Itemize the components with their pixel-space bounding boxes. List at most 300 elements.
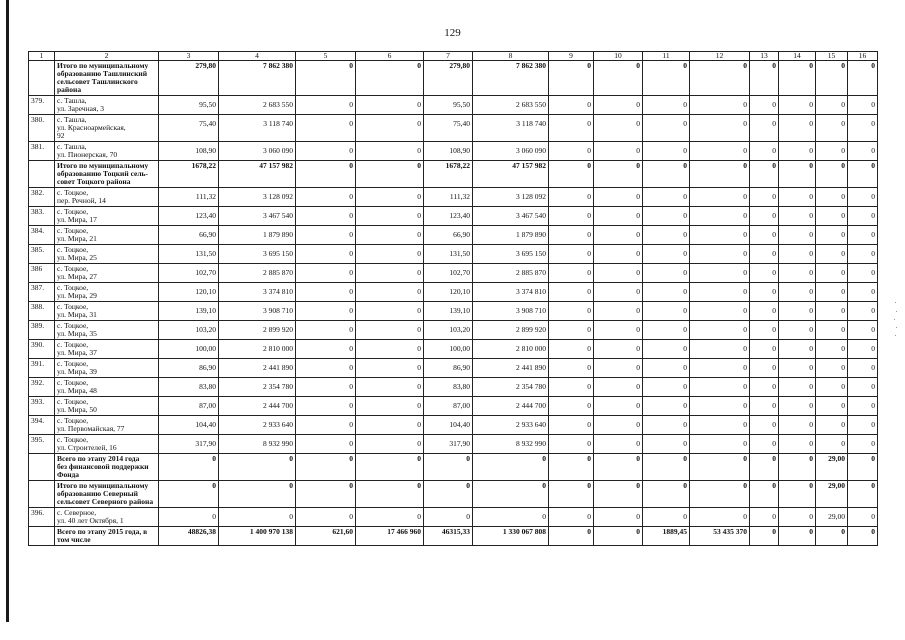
column-number: 12 xyxy=(690,52,750,61)
value-cell: 0 xyxy=(816,378,848,397)
value-cell: 0 xyxy=(643,188,690,207)
value-cell: 0 xyxy=(594,207,643,226)
value-cell: 0 xyxy=(848,481,878,508)
value-cell: 0 xyxy=(848,61,878,96)
value-cell: 3 060 090 xyxy=(219,142,296,161)
value-cell: 0 xyxy=(750,321,779,340)
table-row xyxy=(29,264,878,283)
value-cell: 0 xyxy=(750,340,779,359)
value-cell: 2 885 870 xyxy=(219,264,296,283)
value-cell: 0 xyxy=(424,454,473,481)
value-cell: 0 xyxy=(779,142,816,161)
value-cell: 0 xyxy=(594,302,643,321)
value-cell: 0 xyxy=(159,481,219,508)
address-cell xyxy=(55,207,159,226)
value-cell: 0 xyxy=(816,61,848,96)
value-cell: 95,50 xyxy=(424,96,473,115)
value-cell: 0 xyxy=(356,188,424,207)
value-cell: 0 xyxy=(690,264,750,283)
row-index xyxy=(29,527,55,546)
row-index xyxy=(29,481,55,508)
row-index xyxy=(29,161,55,188)
address-line: ул. Мира, 31 xyxy=(57,310,97,319)
row-index: 388. xyxy=(29,302,55,321)
value-cell: 0 xyxy=(549,142,594,161)
value-cell: 0 xyxy=(594,416,643,435)
column-number: 5 xyxy=(296,52,356,61)
value-cell: 0 xyxy=(848,378,878,397)
value-cell: 0 xyxy=(848,302,878,321)
address-line: с. Ташла, xyxy=(57,96,87,105)
value-cell: 0 xyxy=(356,283,424,302)
value-cell: 120,10 xyxy=(159,283,219,302)
value-cell: 75,40 xyxy=(424,115,473,142)
address-line: с. Тоцкое, xyxy=(57,321,89,330)
value-cell: 123,40 xyxy=(159,207,219,226)
value-cell: 0 xyxy=(643,508,690,527)
row-index xyxy=(29,454,55,481)
address-line: Итого по муниципальному xyxy=(57,61,149,70)
value-cell: 0 xyxy=(356,397,424,416)
value-cell: 0 xyxy=(643,142,690,161)
value-cell: 0 xyxy=(594,96,643,115)
row-index: 381. xyxy=(29,142,55,161)
value-cell: 0 xyxy=(296,321,356,340)
value-cell: 0 xyxy=(848,142,878,161)
value-cell: 0 xyxy=(594,264,643,283)
value-cell: 0 xyxy=(643,61,690,96)
address-line: ул. Первомайская, 77 xyxy=(57,424,125,433)
value-cell: 0 xyxy=(473,454,549,481)
value-cell: 0 xyxy=(594,397,643,416)
value-cell: 108,90 xyxy=(424,142,473,161)
table-row xyxy=(29,340,878,359)
value-cell: 1678,22 xyxy=(424,161,473,188)
value-cell: 3 467 540 xyxy=(219,207,296,226)
address-line: Итого по муниципальному xyxy=(57,481,149,490)
value-cell: 0 xyxy=(549,527,594,546)
address-line: с. Тоцкое, xyxy=(57,340,89,349)
address-line: ул. Мира, 39 xyxy=(57,367,97,376)
value-cell: 0 xyxy=(549,508,594,527)
address-cell xyxy=(55,115,159,142)
value-cell: 0 xyxy=(779,435,816,454)
value-cell: 0 xyxy=(549,226,594,245)
table-row xyxy=(29,96,878,115)
address-cell xyxy=(55,435,159,454)
address-cell xyxy=(55,161,159,188)
value-cell: 0 xyxy=(296,397,356,416)
value-cell: 0 xyxy=(296,142,356,161)
value-cell: 131,50 xyxy=(159,245,219,264)
value-cell: 0 xyxy=(750,115,779,142)
value-cell: 0 xyxy=(356,61,424,96)
value-cell: 0 xyxy=(779,245,816,264)
address-cell xyxy=(55,481,159,508)
row-index xyxy=(29,61,55,96)
value-cell: 0 xyxy=(296,96,356,115)
value-cell: 0 xyxy=(690,96,750,115)
value-cell: 0 xyxy=(549,435,594,454)
address-line: ул. Мира, 48 xyxy=(57,386,97,395)
table-row xyxy=(29,378,878,397)
value-cell: 102,70 xyxy=(159,264,219,283)
value-cell: 0 xyxy=(643,359,690,378)
value-cell: 0 xyxy=(296,207,356,226)
value-cell: 2 933 640 xyxy=(219,416,296,435)
address-line: с. Тоцкое, xyxy=(57,188,89,197)
value-cell: 86,90 xyxy=(159,359,219,378)
value-cell: 3 374 810 xyxy=(473,283,549,302)
value-cell: 0 xyxy=(356,96,424,115)
value-cell: 2 441 890 xyxy=(473,359,549,378)
value-cell: 100,00 xyxy=(424,340,473,359)
row-index: 379. xyxy=(29,96,55,115)
value-cell: 0 xyxy=(643,207,690,226)
value-cell: 0 xyxy=(356,378,424,397)
address-line: совет Тоцкого района xyxy=(57,177,131,186)
value-cell: 102,70 xyxy=(424,264,473,283)
value-cell: 0 xyxy=(549,207,594,226)
value-cell: 0 xyxy=(779,340,816,359)
value-cell: 0 xyxy=(356,435,424,454)
column-number: 9 xyxy=(549,52,594,61)
address-cell xyxy=(55,321,159,340)
value-cell: 0 xyxy=(549,96,594,115)
value-cell: 0 xyxy=(356,226,424,245)
value-cell: 0 xyxy=(779,302,816,321)
table-row xyxy=(29,359,878,378)
value-cell: 104,40 xyxy=(159,416,219,435)
value-cell: 0 xyxy=(848,527,878,546)
value-cell: 0 xyxy=(594,527,643,546)
value-cell: 3 467 540 xyxy=(473,207,549,226)
value-cell: 2 444 700 xyxy=(219,397,296,416)
row-index: 395. xyxy=(29,435,55,454)
value-cell: 47 157 982 xyxy=(219,161,296,188)
value-cell: 0 xyxy=(549,416,594,435)
value-cell: 0 xyxy=(779,378,816,397)
value-cell: 0 xyxy=(690,397,750,416)
row-index: 394. xyxy=(29,416,55,435)
value-cell: 0 xyxy=(356,302,424,321)
row-index: 393. xyxy=(29,397,55,416)
value-cell: 0 xyxy=(296,302,356,321)
value-cell: 75,40 xyxy=(159,115,219,142)
address-cell xyxy=(55,264,159,283)
value-cell: 0 xyxy=(159,508,219,527)
housing-program-table xyxy=(28,51,878,546)
value-cell: 0 xyxy=(750,378,779,397)
address-line: с. Тоцкое, xyxy=(57,397,89,406)
address-line: ул. Мира, 37 xyxy=(57,348,97,357)
table-row xyxy=(29,321,878,340)
value-cell: 0 xyxy=(750,397,779,416)
value-cell: 0 xyxy=(643,340,690,359)
value-cell: 0 xyxy=(779,359,816,378)
value-cell: 0 xyxy=(816,142,848,161)
value-cell: 103,20 xyxy=(159,321,219,340)
value-cell: 0 xyxy=(690,340,750,359)
row-index: 384. xyxy=(29,226,55,245)
value-cell: 0 xyxy=(643,416,690,435)
value-cell: 0 xyxy=(549,283,594,302)
value-cell: 0 xyxy=(549,115,594,142)
address-line: с. Тоцкое, xyxy=(57,283,89,292)
value-cell: 0 xyxy=(816,435,848,454)
value-cell: 0 xyxy=(549,321,594,340)
value-cell: 0 xyxy=(356,359,424,378)
value-cell: 2 444 700 xyxy=(473,397,549,416)
address-cell xyxy=(55,508,159,527)
value-cell: 0 xyxy=(690,188,750,207)
value-cell: 0 xyxy=(643,96,690,115)
value-cell: 0 xyxy=(356,245,424,264)
address-line: с. Тоцкое, xyxy=(57,264,89,273)
value-cell: 0 xyxy=(848,340,878,359)
table-row xyxy=(29,283,878,302)
value-cell: 0 xyxy=(549,340,594,359)
address-cell xyxy=(55,416,159,435)
value-cell: 120,10 xyxy=(424,283,473,302)
value-cell: 0 xyxy=(219,481,296,508)
value-cell: 0 xyxy=(549,454,594,481)
value-cell: 103,20 xyxy=(424,321,473,340)
value-cell: 0 xyxy=(750,264,779,283)
value-cell: 0 xyxy=(594,161,643,188)
value-cell: 0 xyxy=(779,416,816,435)
value-cell: 0 xyxy=(779,115,816,142)
row-index: 387. xyxy=(29,283,55,302)
row-index: 385. xyxy=(29,245,55,264)
value-cell: 2 354 780 xyxy=(473,378,549,397)
value-cell: 0 xyxy=(750,527,779,546)
value-cell: 29,00 xyxy=(816,508,848,527)
value-cell: 8 932 990 xyxy=(473,435,549,454)
value-cell: 7 862 380 xyxy=(219,61,296,96)
subtotal-row xyxy=(29,61,878,96)
value-cell: 0 xyxy=(296,115,356,142)
value-cell: 279,80 xyxy=(159,61,219,96)
value-cell: 2 683 550 xyxy=(473,96,549,115)
value-cell: 0 xyxy=(424,508,473,527)
value-cell: 0 xyxy=(594,340,643,359)
value-cell: 0 xyxy=(816,245,848,264)
table-row xyxy=(29,397,878,416)
row-index: 382. xyxy=(29,188,55,207)
value-cell: 139,10 xyxy=(424,302,473,321)
row-index: 389. xyxy=(29,321,55,340)
value-cell: 0 xyxy=(848,397,878,416)
value-cell: 0 xyxy=(219,508,296,527)
value-cell: 0 xyxy=(779,508,816,527)
value-cell: 621,60 xyxy=(296,527,356,546)
table-row xyxy=(29,207,878,226)
value-cell: 0 xyxy=(750,416,779,435)
value-cell: 0 xyxy=(750,161,779,188)
column-number: 11 xyxy=(643,52,690,61)
value-cell: 0 xyxy=(779,61,816,96)
value-cell: 0 xyxy=(473,481,549,508)
value-cell: 0 xyxy=(816,283,848,302)
value-cell: 0 xyxy=(594,508,643,527)
subtotal-row xyxy=(29,161,878,188)
address-line: ул. Строителей, 16 xyxy=(57,443,117,452)
value-cell: 0 xyxy=(643,302,690,321)
value-cell: 0 xyxy=(643,283,690,302)
value-cell: 66,90 xyxy=(424,226,473,245)
value-cell: 0 xyxy=(594,321,643,340)
value-cell: 0 xyxy=(816,161,848,188)
value-cell: 0 xyxy=(750,359,779,378)
value-cell: 0 xyxy=(356,454,424,481)
row-index: 383. xyxy=(29,207,55,226)
table-row xyxy=(29,188,878,207)
column-number: 6 xyxy=(356,52,424,61)
value-cell: 0 xyxy=(779,454,816,481)
address-cell xyxy=(55,302,159,321)
value-cell: 0 xyxy=(594,378,643,397)
value-cell: 0 xyxy=(816,340,848,359)
value-cell: 0 xyxy=(779,321,816,340)
address-line: района xyxy=(57,85,82,94)
value-cell: 0 xyxy=(816,226,848,245)
value-cell: 0 xyxy=(750,454,779,481)
value-cell: 0 xyxy=(643,435,690,454)
value-cell: 1 879 890 xyxy=(473,226,549,245)
row-index: 380. xyxy=(29,115,55,142)
address-line: Фонда xyxy=(57,470,80,479)
value-cell: 0 xyxy=(643,226,690,245)
value-cell: 87,00 xyxy=(424,397,473,416)
value-cell: 0 xyxy=(816,302,848,321)
value-cell: 1 330 067 808 xyxy=(473,527,549,546)
value-cell: 0 xyxy=(424,481,473,508)
row-index: 392. xyxy=(29,378,55,397)
value-cell: 2 810 000 xyxy=(473,340,549,359)
value-cell: 0 xyxy=(848,161,878,188)
address-cell xyxy=(55,226,159,245)
value-cell: 0 xyxy=(594,359,643,378)
address-line: с. Тоцкое, xyxy=(57,378,89,387)
table-row xyxy=(29,226,878,245)
value-cell: 0 xyxy=(159,454,219,481)
address-line: Всего по этапу 2015 года, в xyxy=(57,527,148,536)
value-cell: 3 695 150 xyxy=(473,245,549,264)
address-cell xyxy=(55,96,159,115)
row-index: 390. xyxy=(29,340,55,359)
value-cell: 29,00 xyxy=(816,454,848,481)
value-cell: 0 xyxy=(750,481,779,508)
value-cell: 0 xyxy=(690,226,750,245)
value-cell: 0 xyxy=(816,207,848,226)
value-cell: 3 060 090 xyxy=(473,142,549,161)
value-cell: 0 xyxy=(690,359,750,378)
column-number: 14 xyxy=(779,52,816,61)
value-cell: 0 xyxy=(750,207,779,226)
value-cell: 95,50 xyxy=(159,96,219,115)
value-cell: 0 xyxy=(848,359,878,378)
value-cell: 0 xyxy=(779,397,816,416)
address-cell xyxy=(55,188,159,207)
address-line: ул. Красноармейская, xyxy=(57,123,126,132)
value-cell: 0 xyxy=(690,115,750,142)
value-cell: 2 899 920 xyxy=(219,321,296,340)
value-cell: 0 xyxy=(549,161,594,188)
value-cell: 0 xyxy=(296,188,356,207)
value-cell: 0 xyxy=(549,481,594,508)
value-cell: 17 466 960 xyxy=(356,527,424,546)
value-cell: 0 xyxy=(549,245,594,264)
address-line: ул. Пионерская, 70 xyxy=(57,150,118,159)
value-cell: 0 xyxy=(296,61,356,96)
address-line: с. Тоцкое, xyxy=(57,302,89,311)
value-cell: 0 xyxy=(690,283,750,302)
value-cell: 0 xyxy=(848,416,878,435)
value-cell: 279,80 xyxy=(424,61,473,96)
value-cell: 0 xyxy=(356,340,424,359)
table-row xyxy=(29,508,878,527)
value-cell: 0 xyxy=(848,454,878,481)
address-line: образованию Тоцкий сель- xyxy=(57,169,148,178)
address-cell xyxy=(55,61,159,96)
value-cell: 0 xyxy=(690,207,750,226)
address-cell xyxy=(55,397,159,416)
value-cell: 0 xyxy=(848,96,878,115)
address-cell xyxy=(55,245,159,264)
value-cell: 2 810 000 xyxy=(219,340,296,359)
value-cell: 3 908 710 xyxy=(473,302,549,321)
value-cell: 0 xyxy=(594,454,643,481)
value-cell: 0 xyxy=(779,264,816,283)
value-cell: 0 xyxy=(779,481,816,508)
value-cell: 0 xyxy=(356,115,424,142)
column-number: 13 xyxy=(750,52,779,61)
value-cell: 0 xyxy=(594,245,643,264)
value-cell: 0 xyxy=(296,481,356,508)
value-cell: 3 128 092 xyxy=(219,188,296,207)
value-cell: 0 xyxy=(549,188,594,207)
address-line: ул. Мира, 27 xyxy=(57,272,97,281)
value-cell: 0 xyxy=(594,61,643,96)
row-index: 386 xyxy=(29,264,55,283)
column-number: 1 xyxy=(29,52,55,61)
address-line: с. Ташла, xyxy=(57,115,87,124)
value-cell: 0 xyxy=(750,61,779,96)
value-cell: 0 xyxy=(690,142,750,161)
address-line: Итого по муниципальному xyxy=(57,161,149,170)
value-cell: 0 xyxy=(643,115,690,142)
subtotal-row xyxy=(29,454,878,481)
value-cell: 0 xyxy=(643,321,690,340)
value-cell: 0 xyxy=(779,96,816,115)
value-cell: 0 xyxy=(594,283,643,302)
value-cell: 46315,33 xyxy=(424,527,473,546)
table-row xyxy=(29,416,878,435)
value-cell: 0 xyxy=(690,302,750,321)
value-cell: 0 xyxy=(848,264,878,283)
value-cell: 0 xyxy=(296,245,356,264)
value-cell: 0 xyxy=(594,188,643,207)
value-cell: 0 xyxy=(356,264,424,283)
address-line: с. Тоцкое, xyxy=(57,226,89,235)
value-cell: 0 xyxy=(750,508,779,527)
value-cell: 0 xyxy=(643,245,690,264)
column-number: 15 xyxy=(816,52,848,61)
value-cell: 0 xyxy=(848,115,878,142)
address-line: Всего по этапу 2014 года xyxy=(57,454,140,463)
value-cell: 2 885 870 xyxy=(473,264,549,283)
